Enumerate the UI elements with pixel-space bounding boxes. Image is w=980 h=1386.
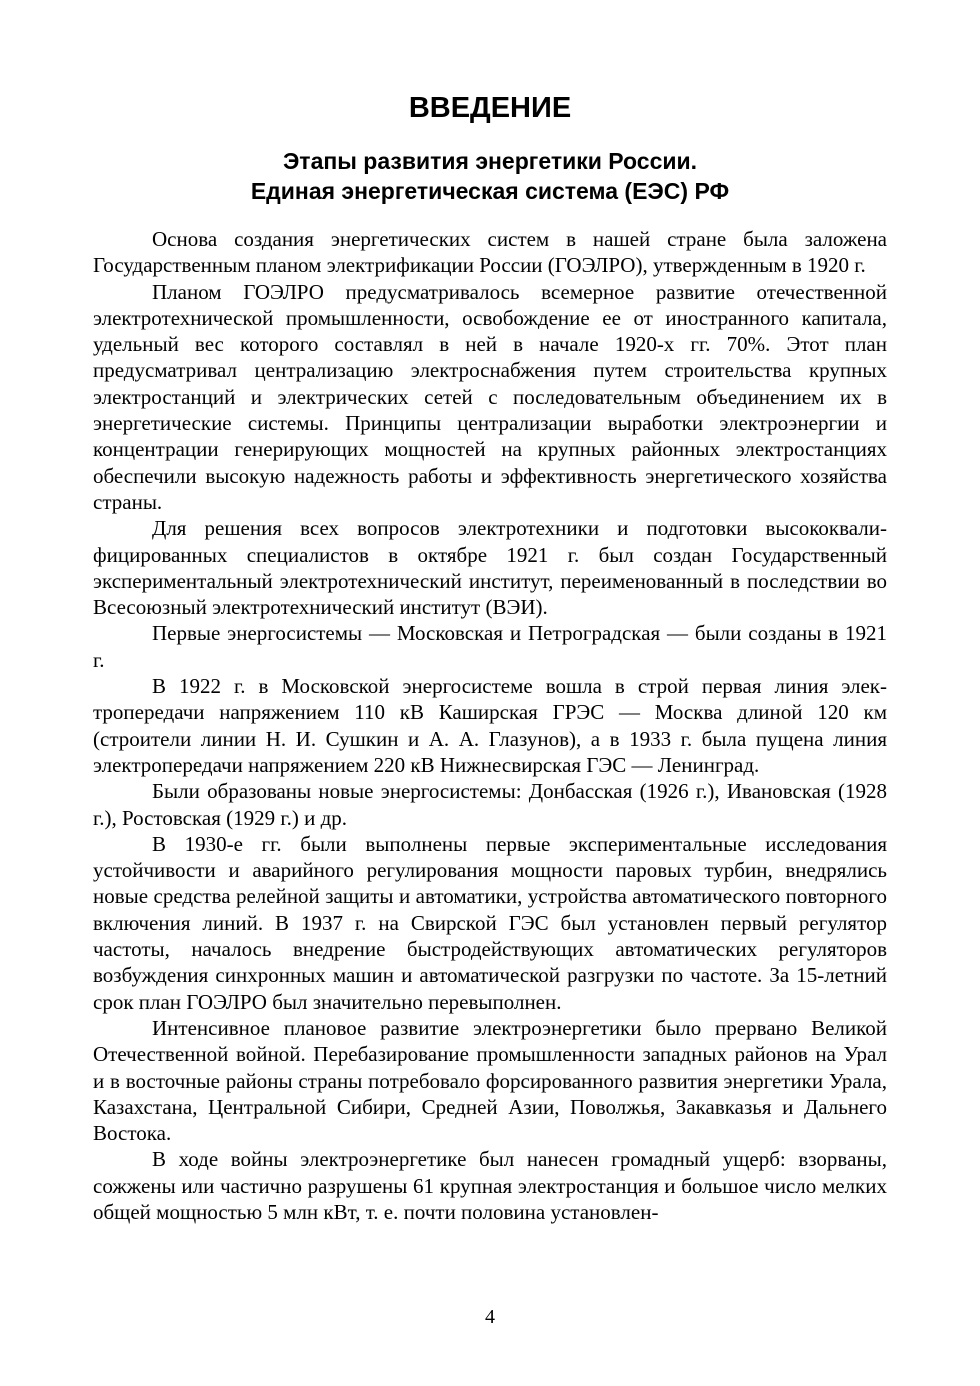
- section-title: [0, 146, 980, 206]
- paragraph: Интенсивное плановое развитие электроэнергетики было прервано Великой Отечественной войной. Перебазирование промышленности западных районов на Урал и в восточные районы страны потребовало форсированного развития энергетики Урала, Казахстана, Центральной Сибири, Средней Азии, Поволжья, Закавказья и Дальнего Востока.: [93, 1015, 887, 1146]
- paragraph: Для решения всех вопросов электротехники и подготовки высококвалифицированных специалистов в октябре 1921 г. был создан Государственный экспериментальный электротехнический институт, переименованный в последствии во Всесоюзный электротехнический институт (ВЭИ).: [93, 516, 887, 620]
- paragraph: В ходе войны электроэнергетике был нанесен громадный ущерб: взорваны, сожжены или частично разрушены 61 крупная электростанция и большое число мелких общей мощностью 5 млн кВт, т. е. почти половина установлен-: [93, 1147, 887, 1224]
- paragraph: Были образованы новые энергосистемы: Донбасская (1926 г.), Ивановская (1928 г.), Ростовская (1929 г.) и др.: [93, 779, 887, 830]
- paragraph: Основа создания энергетических систем в нашей стране была заложена Государственным планом электрификации России (ГОЭЛРО), утвержденным в 1920 г.: [93, 227, 887, 278]
- paragraph: В 1922 г. в Московской энергосистеме вошла в строй первая линия электропередачи напряжением 110 кВ Каширская ГРЭС — Москва длиной 120 км (строители линии Н. И. Сушкин и А. А. Глазунов), а в 1933 г. была пущена линия электропередачи напряжением 220 кВ Нижнесвирская ГЭС — Ленинград.: [93, 674, 887, 777]
- section-title-line-2: Единая энергетическая система (ЕЭС) РФ: [250, 178, 730, 204]
- paragraph: В 1930-е гг. были выполнены первые экспериментальные исследования устойчивости и аварийного регулирования мощности паровых турбин, внедрялись новые средства релейной защиты и автоматики, устройства автоматического повторного включения линий. В 1937 г. на Свирской ГЭС был установлен первый регулятор частоты, началось внедрение быстродействующих автоматических регуляторов возбуждения синхронных машин и автоматической разгрузки по частоте. За 15-летний срок план ГОЭЛРО был значительно перевыполнен.: [93, 831, 887, 1014]
- chapter-title: ВВЕДЕНИЕ: [408, 92, 572, 124]
- paragraph: Первые энергосистемы — Московская и Петроградская — были созданы в 1921 г.: [93, 621, 887, 672]
- paragraph: Планом ГОЭЛРО предусматривалось всемерное развитие отечественной электротехнической промышленности, освобождение ее от иностранного капитала, удельный вес которого составлял в ней в начале 1920-х гг. 70%. Этот план предусматривал централизацию электроснабжения путем строительства крупных электростанций и электрических сетей с последовательным объединением их в энергетические системы. Принципы централизации выработки электроэнергии и концентрации генерирующих мощностей на крупных районных электростанциях обеспечили высокую надежность работы и эффективность энергетического хозяйства страны.: [93, 279, 887, 514]
- page-number: 4: [485, 1306, 495, 1328]
- body-text: [93, 226, 887, 1225]
- section-title-line-1: Этапы развития энергетики России.: [282, 148, 698, 174]
